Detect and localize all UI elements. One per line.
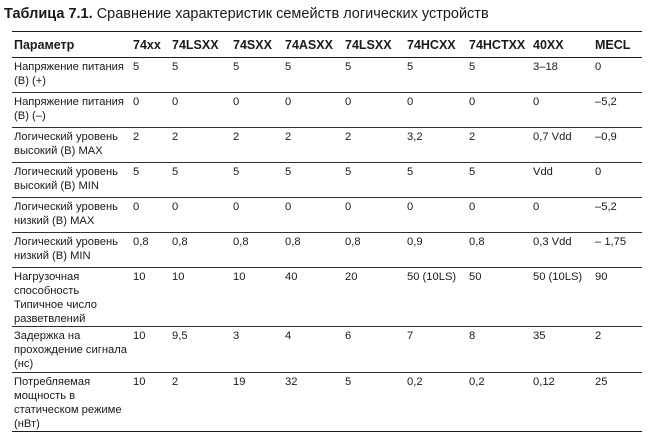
value-cell: –5,2 <box>593 93 642 128</box>
value-cell: 25 <box>593 373 642 432</box>
value-cell: 2 <box>170 128 231 163</box>
value-cell: 0 <box>593 58 642 93</box>
table-number: Таблица 7.1. <box>4 6 93 22</box>
value-cell: 35 <box>531 327 593 373</box>
value-cell: 5 <box>170 163 231 198</box>
value-cell: 2 <box>467 128 531 163</box>
table-header-row <box>12 32 642 58</box>
column-header-74lsxx: 74LSXX <box>170 32 231 58</box>
column-header-mecl: MECL <box>593 32 642 58</box>
value-cell: 50 (10LS) <box>531 268 593 327</box>
value-cell: 8 <box>467 327 531 373</box>
value-cell: 0,8 <box>343 233 405 268</box>
value-cell: 5 <box>467 58 531 93</box>
value-cell: 3,2 <box>405 128 467 163</box>
parameter-cell: Напряжение питания (В) (–) <box>12 93 131 128</box>
value-cell: 2 <box>283 128 343 163</box>
value-cell: 0 <box>467 198 531 233</box>
column-header-74hcxx: 74HCXX <box>405 32 467 58</box>
value-cell: 0 <box>405 198 467 233</box>
value-cell: 0 <box>531 93 593 128</box>
value-cell: 0,2 <box>405 373 467 432</box>
value-cell: 0 <box>170 93 231 128</box>
value-cell: 32 <box>283 373 343 432</box>
value-cell: 0,9 <box>405 233 467 268</box>
table-row <box>12 373 642 432</box>
value-cell: 5 <box>467 163 531 198</box>
table-caption <box>4 6 489 22</box>
value-cell: 0,8 <box>467 233 531 268</box>
table-row <box>12 163 642 198</box>
value-cell: 5 <box>231 58 283 93</box>
value-cell: 10 <box>231 268 283 327</box>
value-cell: 10 <box>170 268 231 327</box>
value-cell: 50 <box>467 268 531 327</box>
parameter-cell: Логический уровень высокий (В) MAX <box>12 128 131 163</box>
column-header-40xx: 40XX <box>531 32 593 58</box>
value-cell: 5 <box>405 163 467 198</box>
column-header-74xx: 74xx <box>131 32 170 58</box>
parameter-cell: Задержка на прохождение сигнала (нс) <box>12 327 131 373</box>
table-row <box>12 128 642 163</box>
value-cell: 0 <box>343 93 405 128</box>
value-cell: 0 <box>593 163 642 198</box>
value-cell: 5 <box>343 373 405 432</box>
value-cell: 0,2 <box>467 373 531 432</box>
value-cell: 0 <box>283 198 343 233</box>
value-cell: 2 <box>593 327 642 373</box>
column-header-74asxx: 74ASXX <box>283 32 343 58</box>
value-cell: 7 <box>405 327 467 373</box>
value-cell: 0 <box>405 93 467 128</box>
table-row <box>12 233 642 268</box>
parameter-cell: Логический уровень низкий (В) MIN <box>12 233 131 268</box>
value-cell: 5 <box>231 163 283 198</box>
value-cell: 0,8 <box>170 233 231 268</box>
value-cell: 0 <box>531 198 593 233</box>
table-row <box>12 58 642 93</box>
value-cell: 5 <box>283 163 343 198</box>
value-cell: 5 <box>343 163 405 198</box>
value-cell: 40 <box>283 268 343 327</box>
value-cell: 0 <box>131 198 170 233</box>
value-cell: 0,3 Vdd <box>531 233 593 268</box>
logic-families-table <box>12 31 642 432</box>
parameter-cell: Потребляемая мощность в статическом режиме (нВт) <box>12 373 131 432</box>
value-cell: 0,8 <box>283 233 343 268</box>
value-cell: 50 (10LS) <box>405 268 467 327</box>
parameter-cell: Логический уровень высокий (В) MIN <box>12 163 131 198</box>
table-title: Сравнение характеристик семейств логических устройств <box>96 6 489 22</box>
value-cell: 0,12 <box>531 373 593 432</box>
value-cell: 5 <box>405 58 467 93</box>
value-cell: 0 <box>467 93 531 128</box>
value-cell: 2 <box>170 373 231 432</box>
table-row <box>12 327 642 373</box>
value-cell: 10 <box>131 268 170 327</box>
value-cell: 10 <box>131 373 170 432</box>
column-header-parameter: Параметр <box>12 32 131 58</box>
value-cell: 9,5 <box>170 327 231 373</box>
value-cell: 0 <box>283 93 343 128</box>
table-row <box>12 93 642 128</box>
value-cell: 5 <box>283 58 343 93</box>
value-cell: 0,7 Vdd <box>531 128 593 163</box>
value-cell: 0 <box>170 198 231 233</box>
value-cell: 5 <box>131 163 170 198</box>
value-cell: 0,8 <box>231 233 283 268</box>
value-cell: 2 <box>131 128 170 163</box>
column-header-74hctxx: 74HCTXX <box>467 32 531 58</box>
table-row <box>12 268 642 327</box>
value-cell: 0,8 <box>131 233 170 268</box>
value-cell: 6 <box>343 327 405 373</box>
value-cell: 0 <box>131 93 170 128</box>
value-cell: 10 <box>131 327 170 373</box>
value-cell: 2 <box>343 128 405 163</box>
value-cell: 90 <box>593 268 642 327</box>
value-cell: –0,9 <box>593 128 642 163</box>
column-header-74lsxx-2: 74LSXX <box>343 32 405 58</box>
value-cell: 3 <box>231 327 283 373</box>
value-cell: 20 <box>343 268 405 327</box>
value-cell: 3–18 <box>531 58 593 93</box>
value-cell: –5,2 <box>593 198 642 233</box>
parameter-cell: Логический уровень низкий (В) MAX <box>12 198 131 233</box>
parameter-cell: Нагрузочная способность Типичное число разветвлений <box>12 268 131 327</box>
parameter-cell: Напряжение питания (В) (+) <box>12 58 131 93</box>
value-cell: 0 <box>231 198 283 233</box>
value-cell: 5 <box>131 58 170 93</box>
value-cell: 19 <box>231 373 283 432</box>
value-cell: – 1,75 <box>593 233 642 268</box>
value-cell: 4 <box>283 327 343 373</box>
table-row <box>12 198 642 233</box>
value-cell: 0 <box>343 198 405 233</box>
value-cell: 2 <box>231 128 283 163</box>
column-header-74sxx: 74SXX <box>231 32 283 58</box>
value-cell: Vdd <box>531 163 593 198</box>
value-cell: 0 <box>231 93 283 128</box>
value-cell: 5 <box>170 58 231 93</box>
value-cell: 5 <box>343 58 405 93</box>
